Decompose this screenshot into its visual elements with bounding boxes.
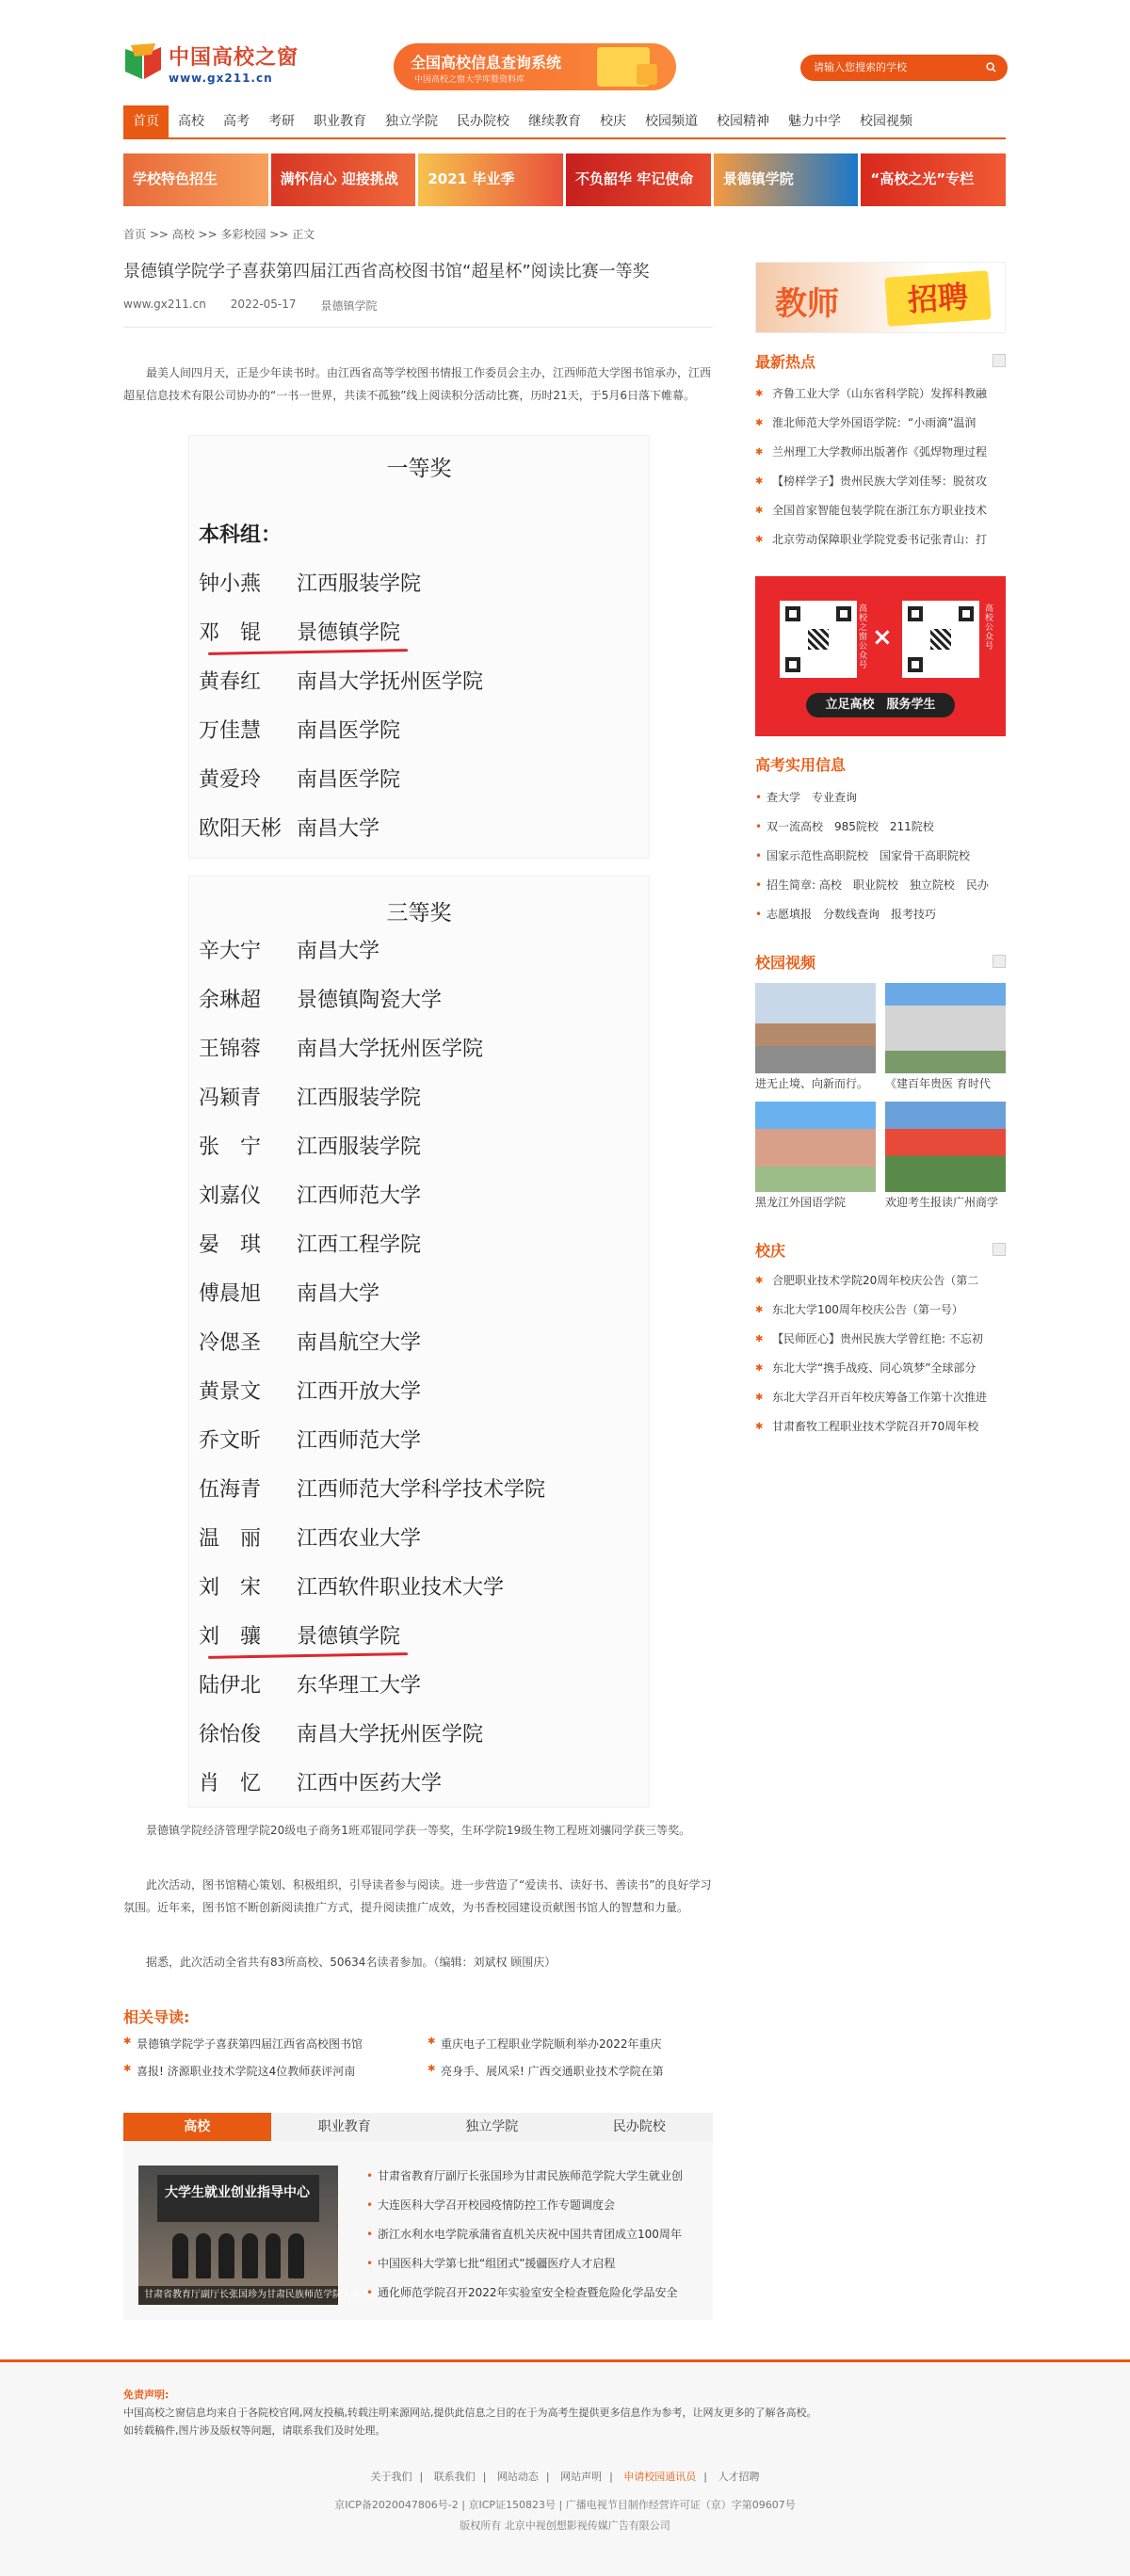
search-input[interactable] (814, 58, 974, 77)
breadcrumb[interactable]: 首页 >> 高校 >> 多彩校园 >> 正文 (123, 228, 315, 241)
anniversary-link[interactable]: ✱ 合肥职业技术学院20周年校庆公告（第二 (755, 1266, 1006, 1296)
anniversary-link[interactable]: ✱ 【民师匠心】贵州民族大学曾红艳: 不忘初 (755, 1325, 1006, 1354)
news-link[interactable]: • 中国医科大学第七批“组团式”援疆医疗人才启程 (366, 2249, 696, 2278)
hot-news-link[interactable]: ✱ 【榜样学子】贵州民族大学刘佳琴：脱贫攻 (755, 467, 1006, 496)
nav-private[interactable]: 民办院校 (457, 114, 509, 129)
ad-banner[interactable] (566, 153, 711, 206)
ad-strip (123, 153, 1006, 206)
footer-link-jobs[interactable]: 人才招聘 (718, 2471, 760, 2483)
related-link[interactable]: ✱ 景德镇学院学子喜获第四届江西省高校图书馆 (123, 2036, 409, 2052)
related-link[interactable]: ✱ 喜报! 济源职业技术学院这4位教师获评河南 (123, 2063, 409, 2079)
hot-news-link[interactable]: ✱ 兰州理工大学教师出版著作《弧焊物理过程 (755, 438, 1006, 467)
award-row: 余琳超 景德镇陶瓷大学 (199, 989, 443, 1012)
award-row: 冯颖青 江西服装学院 (199, 1087, 422, 1110)
footer-links: 关于我们 | 联系我们 | 网站动态 | 网站声明 | 申请校园通讯员 | 人才招聘 (370, 2471, 760, 2483)
award-row: 刘嘉仪 江西师范大学 (199, 1184, 422, 1208)
disclaimer (123, 2386, 1006, 2439)
related-title: 相关导读: (123, 2008, 190, 2026)
disclaimer-text: 中国高校之窗信息均来自于各院校官网,网友投稿,转载注明来源网站,提供此信息之目的在于为高考生提供更多信息作为参考，让网友更多的了解各高校。 (123, 2407, 817, 2419)
main-nav (123, 105, 1006, 139)
news-link[interactable]: • 浙江水利水电学院承蒲省直机关庆祝中国共青团成立100周年 (366, 2220, 696, 2249)
article-paragraph: 最美人间四月天，正是少年读书时。由江西省高等学校图书情报工作委员会主办，江西师范大学图书馆承办，江西超星信息技术有限公司协办的“一书一世界，共读不孤独”线上阅读积分活动比赛，历时21天，于5月6日落下帷幕。 (123, 366, 712, 402)
qr-cross: × (872, 623, 893, 652)
gaokao-info-title (755, 753, 1006, 775)
highlight-underline (208, 649, 408, 655)
article-title: 景德镇学院学子喜获第四届江西省高校图书馆“超星杯”阅读比赛一等奖 (123, 262, 650, 282)
ad-label: 景德镇学院 (722, 170, 794, 187)
hot-news-title (755, 350, 1006, 372)
third-prize-image (188, 876, 650, 1808)
tab-private[interactable]: 民办院校 (612, 2119, 666, 2134)
section-title: 高考实用信息 (755, 756, 847, 774)
gaokao-info-list (755, 783, 1006, 929)
award-row: 冷偲圣 南昌航空大学 (199, 1331, 422, 1355)
footer-link-about[interactable]: 关于我们 (370, 2471, 412, 2483)
disclaimer-text: 如转载稿件,图片涉及版权等问题，请联系我们及时处理。 (123, 2424, 386, 2437)
hot-news-link[interactable]: ✱ 淮北师范大学外国语学院：“小雨滴”温润 (755, 409, 1006, 438)
nav-continuing[interactable]: 继续教育 (528, 114, 581, 129)
video-item[interactable] (885, 983, 1006, 1094)
ad-label: 学校特色招生 (133, 170, 218, 187)
nav-high-school[interactable]: 魅力中学 (788, 114, 841, 129)
nav-vocational[interactable]: 职业教育 (314, 114, 366, 129)
anniversary-link[interactable]: ✱ 东北大学召开百年校庆筹备工作第十次推进 (755, 1383, 1006, 1412)
ad-banner[interactable] (418, 153, 563, 206)
hot-news-link[interactable]: ✱ 全国首家智能包装学院在浙江东方职业技术 (755, 496, 1006, 525)
search-box (800, 55, 1008, 81)
info-link-row[interactable]: • 国家示范性高职院校 国家骨干高职院校 (755, 842, 1006, 871)
info-link-row[interactable]: • 查大学 专业查询 (755, 783, 1006, 813)
nav-independent[interactable]: 独立学院 (385, 114, 438, 129)
search-icon[interactable] (986, 62, 996, 72)
article-meta (123, 298, 713, 328)
tab-colleges[interactable]: 高校 (123, 2113, 271, 2141)
query-system-banner[interactable] (394, 43, 676, 90)
award-row: 陆伊北 东华理工大学 (199, 1674, 422, 1698)
info-link-row[interactable]: • 志愿填报 分数线查询 报考技巧 (755, 900, 1006, 929)
copyright: 版权所有 北京中视创想影视传媒广告有限公司 (460, 2520, 670, 2532)
news-link[interactable]: • 大连医科大学召开校园疫情防控工作专题调度会 (366, 2191, 696, 2220)
nav-campus-channel[interactable]: 校园频道 (645, 114, 698, 129)
award-row: 黄春红 南昌大学抚州医学院 (199, 670, 484, 694)
video-label: 《建百年贵医 育时代 (885, 1077, 991, 1090)
qr-icon[interactable] (993, 1243, 1006, 1256)
video-label: 黑龙江外国语学院 (755, 1196, 847, 1209)
article-paragraph: 此次活动，图书馆精心策划、积极组织，引导读者参与阅读。进一步营造了“爱读书、读好书、善读书”的良好学习氛围。近年来，图书馆不断创新阅读推广方式，提升阅读推广成效，为书香校园建设贡献图书馆人的智慧和力量。 (123, 1878, 712, 1914)
qr-slogan: 立足高校 服务学生 (806, 693, 955, 717)
anniversary-link[interactable]: ✱ 甘肃畜牧工程职业技术学院召开70周年校 (755, 1412, 1006, 1441)
award-row: 肖 忆 江西中医药大学 (199, 1772, 443, 1795)
info-link-row[interactable]: • 双一流高校 985院校 211院校 (755, 813, 1006, 842)
info-link-row[interactable]: • 招生简章: 高校 职业院校 独立院校 民办 (755, 871, 1006, 900)
banner-title: 全国高校信息查询系统 (411, 54, 562, 72)
nav-colleges[interactable]: 高校 (178, 114, 204, 129)
photo-caption: 甘肃省教育厅副厅长张国珍为甘肃民族师范学院大学生就业创 (138, 2286, 338, 2305)
logo-book-icon (123, 41, 163, 81)
anniversary-list (755, 1266, 1006, 1441)
news-link[interactable]: • 通化师范学院召开2022年实验室安全检查暨危险化学品安全 (366, 2278, 696, 2308)
gift-box-small-icon (637, 64, 657, 85)
anniversary-link[interactable]: ✱ 东北大学100周年校庆公告（第一号） (755, 1296, 1006, 1325)
award-row: 张 宁 江西服装学院 (199, 1135, 422, 1159)
photo-wall-text: 大学生就业创业指导中心 (157, 2175, 319, 2222)
video-label: 进无止境、向新而行。 (755, 1077, 869, 1090)
related-list (123, 2036, 713, 2079)
section-title: 最新热点 (755, 353, 816, 371)
award-heading: 一等奖 (386, 457, 452, 481)
award-row: 万佳慧 南昌医学院 (199, 719, 401, 743)
award-row: 辛大宁 南昌大学 (199, 940, 380, 963)
ad-banner[interactable] (271, 153, 416, 206)
footer-link-contact[interactable]: 联系我们 (433, 2471, 476, 2483)
banner-subtitle: 中国高校之窗大学库暨资料库 (414, 75, 525, 85)
category-tabs (123, 2113, 713, 2141)
video-grid (755, 983, 1006, 1213)
nav-kaoyan[interactable]: 考研 (268, 114, 295, 129)
site-logo[interactable] (123, 38, 312, 94)
award-row: 傅晨旭 南昌大学 (199, 1282, 380, 1306)
anniversary-link[interactable]: ✱ 东北大学“携手战疫、同心筑梦”全球部分 (755, 1354, 1006, 1383)
section-title: 校庆 (755, 1242, 786, 1260)
nav-home[interactable]: 首页 (123, 105, 169, 137)
qr-label: 高校之窗公众号 (859, 604, 868, 670)
award-row: 乔文昕 江西师范大学 (199, 1429, 422, 1453)
first-prize-image (188, 435, 650, 859)
video-item[interactable] (885, 1102, 1006, 1213)
qr-code-icon (902, 601, 979, 678)
logo-text: 中国高校之窗 (169, 46, 299, 70)
article-date: 2022-05-17 (230, 298, 297, 311)
related-link[interactable]: ✱ 亮身手、展风采! 广西交通职业技术学院在第 (428, 2063, 713, 2079)
award-row: 刘 骧 景德镇学院 (199, 1625, 401, 1649)
teacher-recruit-banner[interactable] (755, 262, 1006, 333)
section-title: 校园视频 (755, 954, 816, 972)
ad-label: 不负韶华 牢记使命 (575, 170, 694, 187)
award-row: 伍海青 江西师范大学科学技术学院 (199, 1478, 546, 1502)
award-row: 黄爱玲 南昌医学院 (199, 768, 401, 792)
ad-banner[interactable] (861, 153, 1006, 206)
tab-panel (123, 2141, 713, 2320)
video-item[interactable] (755, 1102, 876, 1213)
qr-icon[interactable] (993, 955, 1006, 968)
award-heading: 三等奖 (386, 901, 452, 926)
qr-code-icon (780, 601, 857, 678)
ad-label: 满怀信心 迎接挑战 (280, 170, 398, 187)
award-row: 邓 锟 景德镇学院 (199, 621, 401, 645)
award-row: 温 丽 江西农业大学 (199, 1527, 422, 1551)
ad-label: 2021 毕业季 (428, 170, 515, 187)
nav-campus-spirit[interactable]: 校园精神 (717, 114, 769, 129)
article-paragraph: 据悉，此次活动全省共有83所高校、50634名读者参加。（编辑：刘斌权 顾围庆） (146, 1956, 557, 1969)
hot-news-list (755, 379, 1006, 555)
video-thumbnail (885, 1102, 1006, 1192)
tab-news-list (366, 2162, 696, 2308)
logo-url: www.gx211.cn (169, 72, 273, 85)
footer-link-statement[interactable]: 网站声明 (560, 2471, 603, 2483)
award-row: 晏 琪 江西工程学院 (199, 1233, 422, 1257)
disclaimer-title: 免责声明: (123, 2389, 170, 2401)
article-paragraph: 景德镇学院经济管理学院20级电子商务1班邓锟同学获一等奖，生环学院19级生物工程班刘骧同学获三等奖。 (146, 1824, 691, 1837)
qr-icon[interactable] (993, 354, 1006, 367)
article-header (123, 260, 713, 328)
nav-gaokao[interactable]: 高考 (223, 114, 250, 129)
campus-video-title (755, 951, 1006, 973)
icp-info[interactable]: 京ICP备2020047806号-2 | 京ICP证150823号 | 广播电视节目制作经营许可证（京）字第09607号 (334, 2499, 796, 2511)
ad-banner[interactable] (714, 153, 859, 206)
video-thumbnail (755, 1102, 876, 1192)
video-thumbnail (755, 983, 876, 1073)
video-thumbnail (885, 983, 1006, 1073)
tab-vocational[interactable]: 职业教育 (317, 2119, 371, 2134)
award-group: 本科组： (199, 523, 282, 547)
qr-label: 高校公众号 (985, 604, 994, 652)
ad-label: “高校之光”专栏 (870, 170, 975, 187)
award-row: 钟小燕 江西服装学院 (199, 572, 422, 596)
news-photo[interactable] (138, 2165, 398, 2305)
nav-campus-video[interactable]: 校园视频 (860, 114, 912, 129)
wechat-qr-banner[interactable] (755, 576, 1006, 736)
video-label: 欢迎考生报读广州商学 (885, 1196, 999, 1209)
tab-independent[interactable]: 独立学院 (465, 2119, 519, 2134)
anniversary-title (755, 1239, 1006, 1261)
award-row: 王锦蓉 南昌大学抚州医学院 (199, 1038, 484, 1061)
photo-people (172, 2233, 304, 2278)
related-link[interactable]: ✱ 重庆电子工程职业学院顺利举办2022年重庆 (428, 2036, 713, 2052)
news-link[interactable]: • 甘肃省教育厅副厅长张国珍为甘肃民族师范学院大学生就业创 (366, 2162, 696, 2191)
award-row: 徐怡俊 南昌大学抚州医学院 (199, 1723, 484, 1747)
ad-banner[interactable] (123, 153, 268, 206)
footer-link-correspondent[interactable]: 申请校园通讯员 (623, 2471, 697, 2483)
recruit-badge: 招聘 (884, 270, 991, 327)
article-site: www.gx211.cn (123, 298, 206, 311)
article-source: 景德镇学院 (320, 299, 378, 313)
video-item[interactable] (755, 983, 876, 1094)
award-row: 欧阳天彬 南昌大学 (199, 817, 380, 841)
hot-news-link[interactable]: ✱ 北京劳动保障职业学院党委书记张青山：打 (755, 525, 1006, 555)
award-row: 刘 宋 江西软件职业技术大学 (199, 1576, 505, 1600)
footer-link-news[interactable]: 网站动态 (496, 2471, 539, 2483)
nav-anniversary[interactable]: 校庆 (600, 114, 626, 129)
highlight-underline (208, 1652, 408, 1659)
award-row: 黄景文 江西开放大学 (199, 1380, 422, 1404)
hot-news-link[interactable]: ✱ 齐鲁工业大学（山东省科学院）发挥科教融 (755, 379, 1006, 409)
recruit-text: 教师 (775, 285, 839, 323)
